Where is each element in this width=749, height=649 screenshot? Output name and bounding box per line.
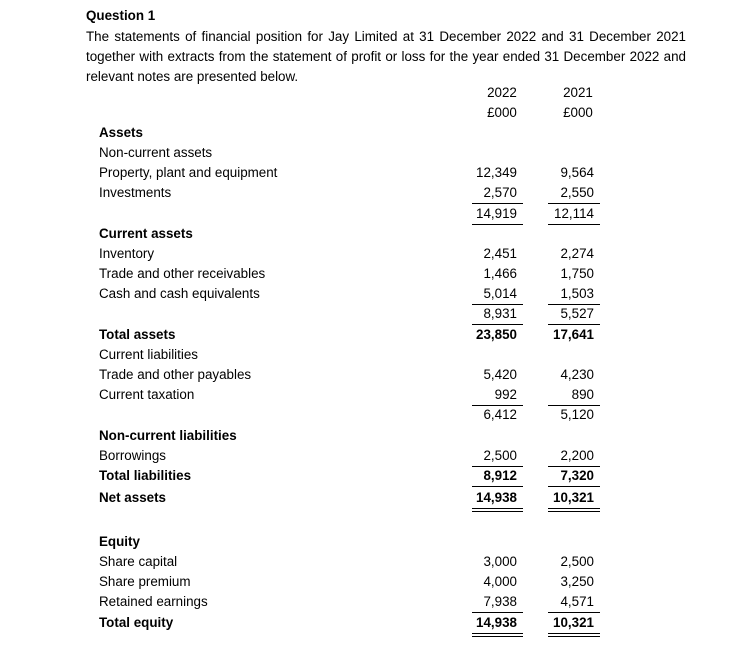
header-year-2022: 2022 [487,85,517,100]
value-2022: 8,931 [483,306,517,321]
row-label: Net assets [99,490,166,505]
value-2021: 890 [571,387,594,402]
row-total-assets [0,325,749,345]
row-label: Current assets [99,226,193,241]
row-total-equity [0,613,749,633]
value-2021: 1,503 [560,286,594,301]
row-label: Trade and other receivables [99,266,266,281]
row-label: Borrowings [99,448,166,463]
value-2021: 17,641 [553,327,594,342]
value-2022: 6,412 [483,407,517,422]
row-investments [0,183,749,203]
row-current-assets-total [0,304,749,324]
subtotal-line [472,486,523,487]
row-label: Trade and other payables [99,367,252,382]
row-label: Current taxation [99,387,195,402]
value-2022: 5,014 [483,286,517,301]
row-label: Total equity [99,615,174,630]
row-label: Non-current liabilities [99,428,237,443]
row-label: Share capital [99,554,178,569]
value-2022: 8,912 [483,468,517,483]
value-2021: 10,321 [553,615,594,630]
value-2022: 14,938 [476,615,517,630]
double-underline [548,511,600,512]
row-retained-earnings [0,592,749,612]
value-2022: 992 [494,387,517,402]
value-2021: 10,321 [553,490,594,505]
row-current-liabilities-total [0,405,749,425]
row-payables [0,365,749,385]
value-2022: 2,570 [483,185,517,200]
row-label: Cash and cash equivalents [99,286,260,301]
value-2022: 23,850 [476,327,517,342]
double-underline [472,633,523,634]
row-share-capital [0,552,749,572]
row-label: Current liabilities [99,347,198,362]
value-2022: 7,938 [483,594,517,609]
row-inventory [0,244,749,264]
double-underline [472,511,523,512]
value-2021: 2,274 [560,246,594,261]
value-2021: 2,500 [560,554,594,569]
question-intro: The statements of financial position for Jay Limited at 31 December 2022 and 31 December 2021 together with extracts from the statement of profit or loss for the year ended 31 December 2022 and relevant notes are presented below. [86,29,686,84]
row-borrowings [0,446,749,466]
row-taxation [0,385,749,405]
double-underline [472,636,523,637]
value-2022: 5,420 [483,367,517,382]
value-2022: 3,000 [483,554,517,569]
section-current-assets [0,224,749,244]
value-2022: 2,451 [483,246,517,261]
row-label: Inventory [99,246,155,261]
row-non-current-assets-total [0,204,749,224]
double-underline [548,633,600,634]
row-label: Property, plant and equipment [99,165,278,180]
subsection-current-liabilities [0,345,749,365]
header-year-row [0,83,749,103]
row-label: Share premium [99,574,191,589]
value-2021: 9,564 [560,165,594,180]
row-receivables [0,264,749,284]
row-label: Total liabilities [99,468,192,483]
value-2021: 3,250 [560,574,594,589]
value-2022: 12,349 [476,165,517,180]
row-label: Assets [99,125,143,140]
value-2021: 2,200 [560,448,594,463]
row-cash [0,284,749,304]
subsection-non-current-assets [0,143,749,163]
row-label: Retained earnings [99,594,208,609]
value-2021: 2,550 [560,185,594,200]
section-assets [0,123,749,143]
value-2022: 2,500 [483,448,517,463]
question-title: Question 1 [86,8,156,23]
row-label: Non-current assets [99,145,213,160]
row-label: Equity [99,534,140,549]
value-2021: 4,571 [560,594,594,609]
value-2021: 1,750 [560,266,594,281]
row-ppe [0,163,749,183]
row-total-liabilities [0,466,749,486]
row-label: Investments [99,185,172,200]
value-2022: 14,919 [476,206,517,221]
header-unit-row [0,103,749,123]
section-non-current-liabilities [0,426,749,446]
value-2021: 4,230 [560,367,594,382]
row-net-assets [0,488,749,508]
value-2022: 1,466 [483,266,517,281]
value-2021: 5,120 [560,407,594,422]
value-2022: 4,000 [483,574,517,589]
section-equity [0,532,749,552]
value-2021: 12,114 [554,206,594,221]
double-underline [548,508,600,509]
row-share-premium [0,572,749,592]
double-underline [472,508,523,509]
value-2022: 14,938 [476,490,517,505]
row-label: Total assets [99,327,176,342]
header-year-2021: 2021 [563,85,593,100]
header-unit-2021: £000 [563,105,593,120]
header-unit-2022: £000 [487,105,517,120]
subtotal-line [548,486,600,487]
value-2021: 7,320 [560,468,594,483]
double-underline [548,636,600,637]
value-2021: 5,527 [560,306,594,321]
